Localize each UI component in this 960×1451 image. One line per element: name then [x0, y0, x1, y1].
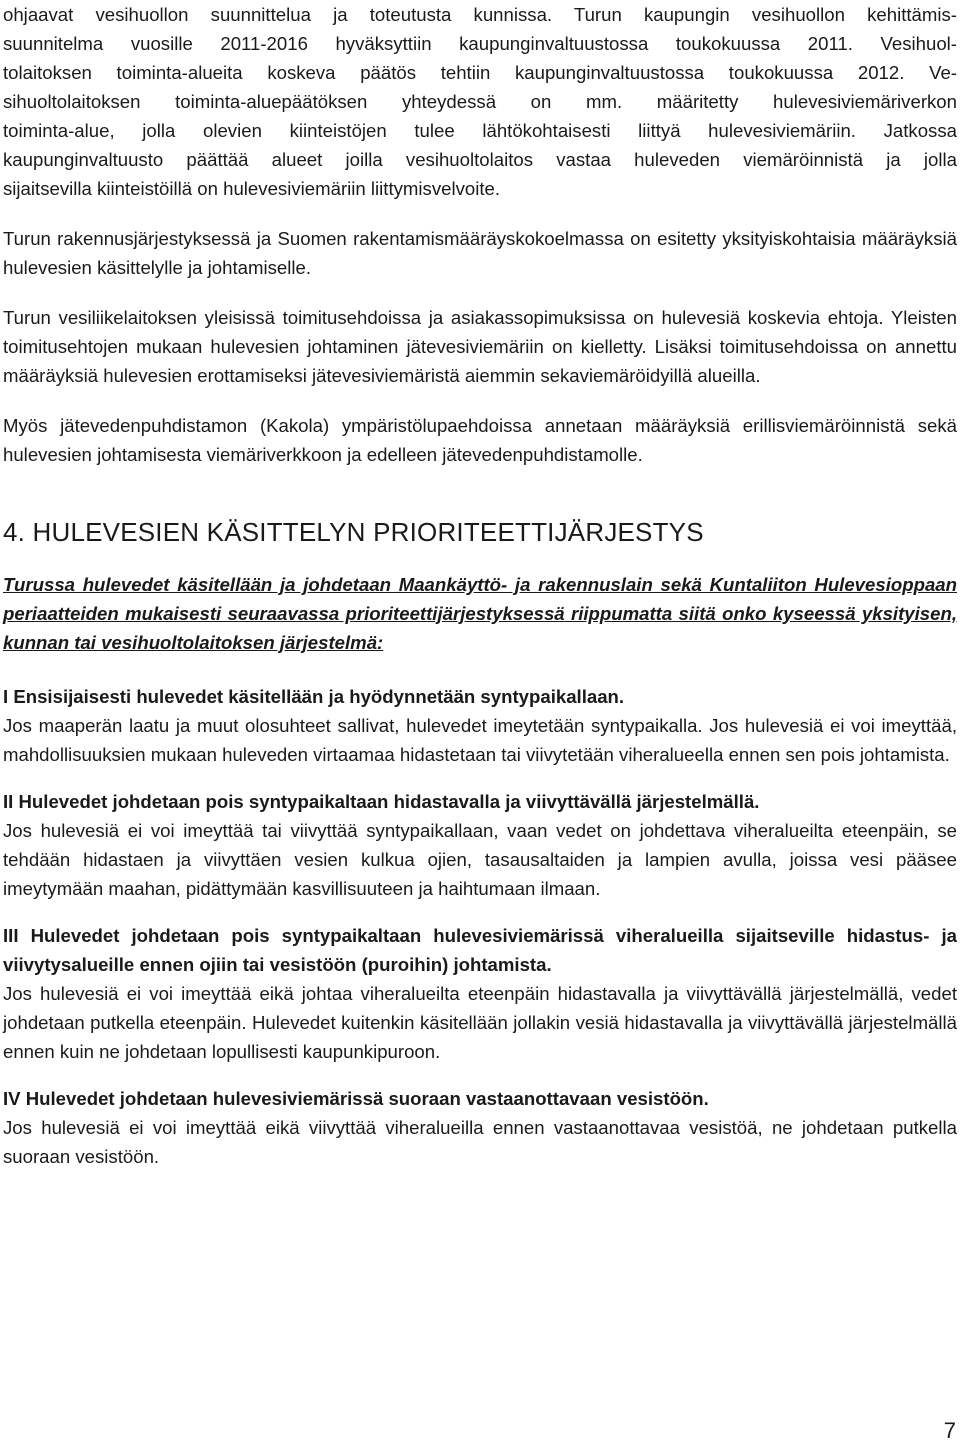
priority-level-title: IV Hulevedet johdetaan hulevesiviemärissä suoraan vastaanottavaan vesistöön.	[3, 1087, 709, 1109]
intro-paragraph-2: Turun rakennusjärjestyksessä ja Suomen rakentamismääräyskokoelmassa on esitetty yksityiskohtaisia määräyksiä hulevesien käsittelylle ja johtamiselle.	[3, 228, 957, 278]
priority-level-text: Jos hulevesiä ei voi imeyttää tai viivyttää syntypaikallaan, vaan vedet on johdettava viheralueilta eteenpäin, se tehdään hidastaen ja viivyttäen vesien kulkua ojien, tasausaltaiden ja lampien avulla, joissa vesi pääsee imeytymään maahan, pidättymään kasvillisuuteen ja haihtumaan ilmaan.	[3, 819, 957, 899]
priority-level-2	[3, 787, 957, 903]
page-content	[3, 0, 957, 1171]
intro-paragraph-1	[3, 0, 957, 203]
priority-level-text: Jos maaperän laatu ja muut olosuhteet sallivat, hulevedet imeytetään syntypaikalla. Jos hulevesiä ei voi imeyttää, mahdollisuuksien mukaan huleveden virtaamaa hidastetaan tai viivytetään viheralueella ennen sen pois johtamista.	[3, 714, 957, 765]
priority-level-title: III Hulevedet johdetaan pois syntypaikaltaan hulevesiviemärissä viheralueilla sijaitseville hidastus- ja viivytysalueille ennen ojiin tai vesistöön (puroihin) johtamista.	[3, 924, 957, 975]
intro-paragraph-4: Myös jätevedenpuhdistamon (Kakola) ympäristölupaehdoissa annetaan määräyksiä erillisviemäröinnistä sekä hulevesien johtamisesta viemäriverkkoon ja edelleen jätevedenpuhdistamolle.	[3, 415, 957, 465]
intro-line: kaupunginvaltuusto päättää alueet joilla vesihuoltolaitos vastaa huleveden viemäröinnistä ja jolla	[3, 149, 957, 170]
intro-line: sijaitsevilla kiinteistöillä on hulevesiviemäriin liittymisvelvoite.	[3, 178, 501, 199]
priority-level-title: I Ensisijaisesti hulevedet käsitellään ja hyödynnetään syntypaikallaan.	[3, 685, 625, 707]
intro-line: tolaitoksen toiminta-alueita koskeva päätös tehtiin kaupunginvaltuustossa toukokuussa 2012. Ve-	[3, 62, 957, 83]
intro-paragraph-3: Turun vesiliikelaitoksen yleisissä toimitusehdoissa ja asiakassopimuksissa on hulevesiä koskevia ehtoja. Yleisten toimitusehtojen mukaan hulevesien johtaminen jätevesiviemäriin on kielletty. Lisäksi toimitusehdoissa on annettu määräyksiä hulevesien erottamiseksi jätevesiviemäristä aiemmin sekaviemäröidyillä alueilla.	[3, 307, 957, 386]
intro-line: toiminta-alue, jolla olevien kiinteistöjen tulee lähtökohtaisesti liittyä hulevesiviemäriin. Jatkossa	[3, 120, 957, 141]
priority-level-1	[3, 682, 957, 769]
priority-level-3	[3, 921, 957, 1066]
intro-line: ohjaavat vesihuollon suunnittelua ja toteutusta kunnissa. Turun kaupungin vesihuollon kehittämis-	[3, 4, 957, 25]
section-lead: Turussa hulevedet käsitellään ja johdetaan Maankäyttö- ja rakennuslain sekä Kuntaliiton Hulevesioppaan periaatteiden mukaisesti seuraavassa prioriteettijärjestyksessä riippumatta siitä onko kyseessä yksityisen, kunnan tai vesihuoltolaitoksen järjestelmä:	[3, 573, 957, 653]
priority-level-4	[3, 1084, 957, 1171]
intro-line: sihuoltolaitoksen toiminta-aluepäätöksen yhteydessä on mm. määritetty hulevesiviemäriverkon	[3, 91, 957, 112]
priority-level-text: Jos hulevesiä ei voi imeyttää eikä johtaa viheralueilta eteenpäin hidastavalla ja viivyttävällä järjestelmällä, vedet johdetaan putkella eteenpäin. Hulevedet kuitenkin käsitellään jollakin vesiä hidastavalla ja viivyttävällä järjestelmällä ennen kuin ne johdetaan lopullisesti kaupunkipuroon.	[3, 982, 957, 1062]
section-heading: 4. HULEVESIEN KÄSITTELYN PRIORITEETTIJÄRJESTYS	[3, 517, 704, 547]
intro-line: suunnitelma vuosille 2011-2016 hyväksyttiin kaupunginvaltuustossa toukokuussa 2011. Vesihuol-	[3, 33, 957, 54]
priority-level-title: II Hulevedet johdetaan pois syntypaikaltaan hidastavalla ja viivyttävällä järjestelmällä.	[3, 790, 760, 812]
page-number: 7	[943, 1418, 956, 1443]
priority-level-text: Jos hulevesiä ei voi imeyttää eikä viivyttää viheralueilla ennen vastaanottavaa vesistöä, ne johdetaan putkella suoraan vesistöön.	[3, 1116, 957, 1167]
